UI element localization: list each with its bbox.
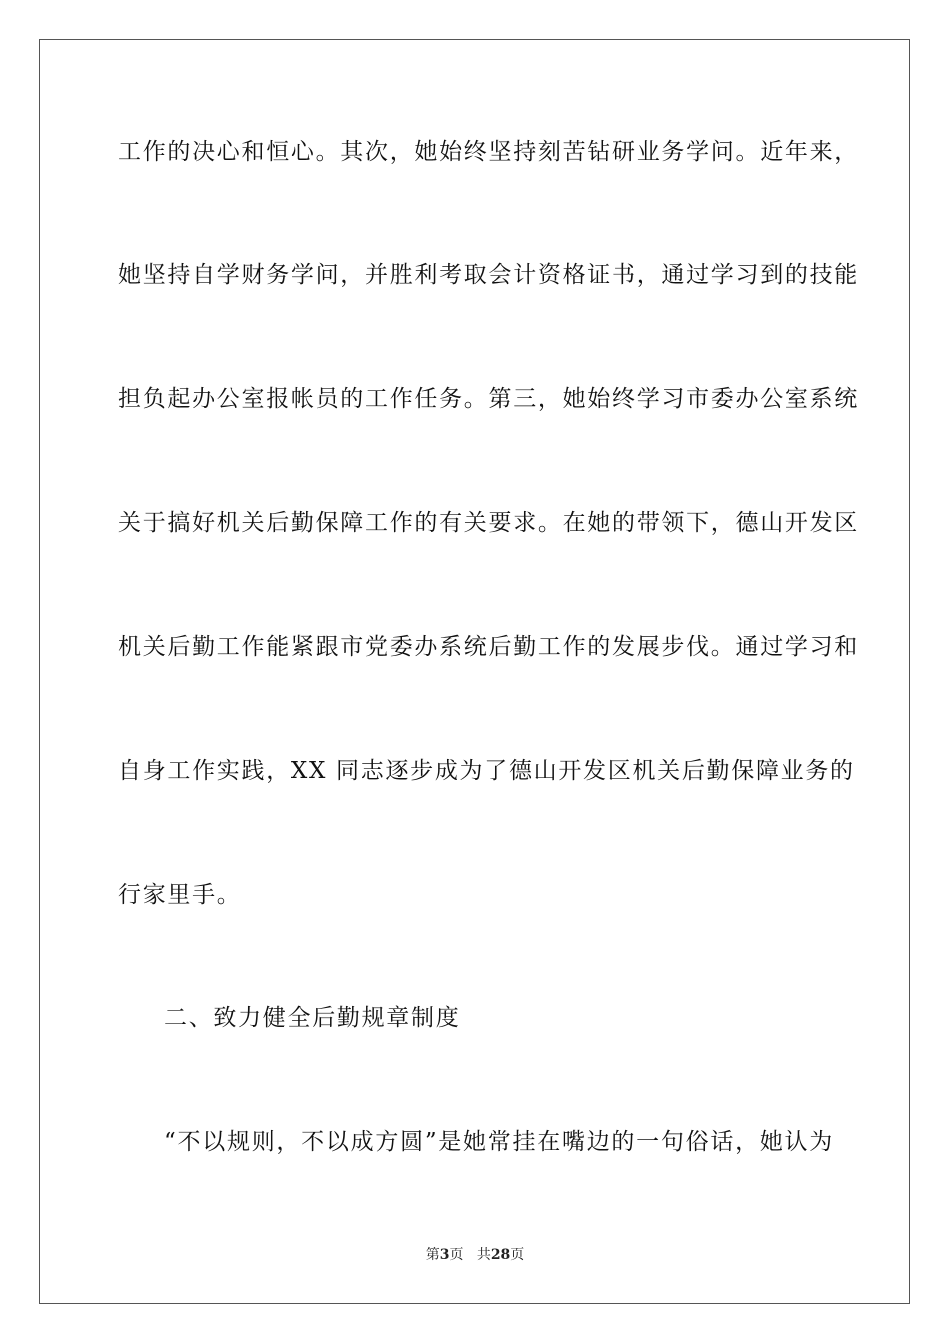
footer-prefix: 第: [425, 1247, 440, 1263]
total-page-number: 28: [490, 1247, 511, 1263]
paragraph-start-line: “不以规则，不以成方圆”是她常挂在嘴边的一句俗话，她认为: [164, 1129, 834, 1155]
footer-page-suffix: 页: [449, 1247, 464, 1263]
body-line-2: 她坚持自学财务学问，并胜利考取会计资格证书，通过学习到的技能: [118, 262, 859, 288]
body-line-5: 机关后勤工作能紧跟市党委办系统后勤工作的发展步伐。通过学习和: [118, 634, 859, 660]
footer-total-prefix: 共: [476, 1247, 491, 1263]
footer-total-suffix: 页: [510, 1247, 525, 1263]
body-line-7: 行家里手。: [118, 882, 242, 908]
body-line-6: 自身工作实践，XX 同志逐步成为了德山开发区机关后勤保障业务的: [118, 758, 855, 784]
body-line-4: 关于搞好机关后勤保障工作的有关要求。在她的带领下，德山开发区: [118, 510, 859, 536]
page-number-footer: [0, 1246, 950, 1264]
body-line-3: 担负起办公室报帐员的工作任务。第三，她始终学习市委办公室系统: [118, 386, 859, 412]
body-line-1: 工作的决心和恒心。其次，她始终坚持刻苦钻研业务学问。近年来，: [118, 139, 859, 165]
section-heading: 二、致力健全后勤规章制度: [164, 1005, 461, 1031]
current-page-number: 3: [439, 1247, 450, 1263]
page-border: [39, 39, 910, 1304]
